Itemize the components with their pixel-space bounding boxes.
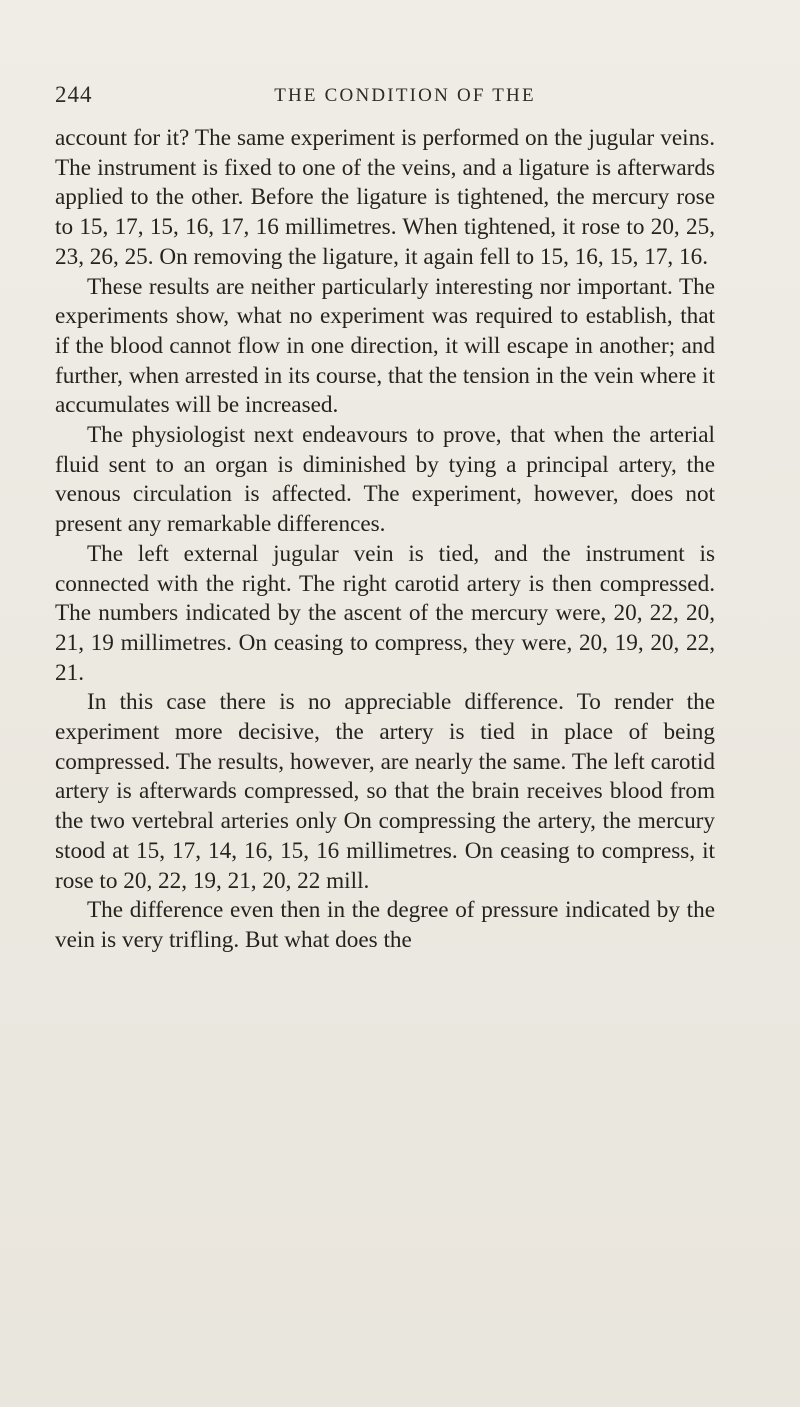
paragraph-difference: The difference even then in the degree of pressure indicated by the vein is very trifling. But what does the [55, 897, 715, 953]
running-head [55, 82, 715, 116]
page-number: 244 [55, 82, 93, 107]
paragraph-carotid-artery: In this case there is no appreciable difference. To render the experiment more decisive, the artery is tied in place of being compressed. The results, however, are nearly the same. The left carotid artery is afterwards compressed, so that the brain receives blood from the two vertebral arteries only On compressing the artery, the mercury stood at 15, 17, 14, 16, 15, 16 millimetres. On ceasing to compress, it rose to 20, 22, 19, 21, 20, 22 mill. [55, 689, 715, 894]
paragraph-results: These results are neither particularly interesting nor important. The experiments show, what no experiment was required to establish, that if the blood cannot flow in one direction, it will escape in another; and further, when arrested in its course, that the tension in the vein where it accumulates will be increased. [55, 273, 715, 419]
paragraph-continuation: account for it? The same experiment is performed on the jugular veins. The instrument is fixed to one of the veins, and a ligature is afterwards applied to the other. Before the ligature is tightened, the mercury rose to 15, 17, 15, 16, 17, 16 millimetres. When tightened, it rose to 20, 25, 23, 26, 25. On removing the ligature, it again fell to 15, 16, 15, 17, 16. [55, 125, 715, 270]
paragraph-jugular-vein: The left external jugular vein is tied, and the instrument is connected with the right. The right carotid artery is then compressed. The numbers indicated by the ascent of the mercury were, 20, 22, 20, 21, 19 millimetres. On ceasing to compress, they were, 20, 19, 20, 22, 21. [55, 540, 715, 686]
running-title: THE CONDITION OF THE [274, 85, 536, 106]
paragraph-physiologist: The physiologist next endeavours to prove, that when the arterial fluid sent to an organ is diminished by tying a principal artery, the venous circulation is affected. The experiment, however, does not present any remarkable differences. [55, 422, 715, 538]
body-text [55, 124, 715, 956]
